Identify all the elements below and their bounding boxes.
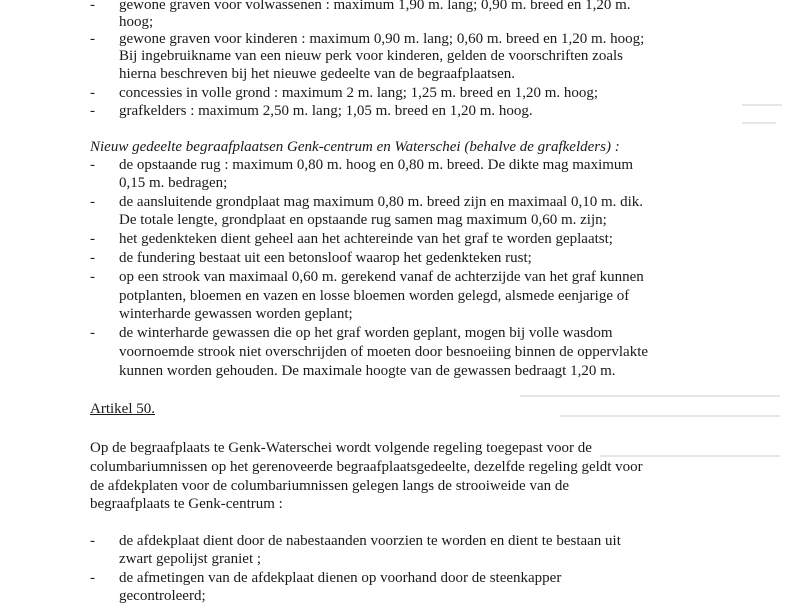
show-through-mark: [520, 395, 780, 397]
list-item-line: gecontroleerd;: [119, 588, 206, 604]
list-item-line: Bij ingebruikname van een nieuw perk voor kinderen, gelden de voorschriften zoals: [119, 48, 624, 64]
list-bullet: -: [90, 269, 95, 285]
list-item-line: de opstaande rug : maximum 0,80 m. hoog en 0,80 m. breed. De dikte mag maximum: [119, 157, 634, 173]
list-item-line: concessies in volle grond : maximum 2 m. lang; 1,25 m. breed en 1,20 m. hoog;: [119, 85, 599, 101]
paragraph-line: columbariumnissen op het gerenoveerde begraafplaatsgedeelte, dezelfde regeling geldt voor: [90, 459, 643, 475]
list-item-line: 0,15 m. bedragen;: [119, 175, 228, 191]
list-bullet: -: [90, 194, 95, 210]
list-item-line: potplanten, bloemen en vazen en losse bloemen worden gelegd, alsmede eenjarige of: [119, 288, 630, 304]
show-through-mark: [742, 104, 782, 106]
list-bullet: -: [90, 157, 95, 173]
list-item-line: winterharde gewassen worden geplant;: [119, 306, 353, 322]
list-item-line: de afdekplaat dient door de nabestaanden voorzien te worden en dient te bestaan uit: [119, 533, 621, 549]
paragraph-line: de afdekplaten voor de columbariumnissen gelegen langs de strooiweide van de: [90, 478, 570, 494]
list-bullet: -: [90, 533, 95, 549]
article-title: Artikel 50.: [90, 401, 155, 417]
show-through-mark: [560, 415, 780, 417]
list-item-line: op een strook van maximaal 0,60 m. gerekend vanaf de achterzijde van het graf kunnen: [119, 269, 644, 285]
list-item-line: hoog;: [119, 14, 154, 30]
list-item-line: het gedenkteken dient geheel aan het achtereinde van het graf te worden geplaatst;: [119, 231, 613, 247]
list-item-line: De totale lengte, grondplaat en opstaande rug samen mag maximum 0,60 m. zijn;: [119, 212, 607, 228]
list-bullet: -: [90, 0, 95, 13]
show-through-mark: [600, 455, 780, 457]
list-bullet: -: [90, 31, 95, 47]
list-item-line: de afmetingen van de afdekplaat dienen op voorhand door de steenkapper: [119, 570, 562, 586]
list-item-line: hierna beschreven bij het nieuwe gedeelte van de begraafplaatsen.: [119, 66, 516, 82]
list-item-line: kunnen worden gehouden. De maximale hoogte van de gewassen bedraagt 1,20 m.: [119, 363, 616, 379]
list-bullet: -: [90, 85, 95, 101]
list-item-line: voornoemde strook niet overschrijden of moeten door besnoeiing binnen de oppervlakte: [119, 344, 649, 360]
list-bullet: -: [90, 570, 95, 586]
list-item-line: zwart gepolijst graniet ;: [119, 551, 262, 567]
paragraph-line: begraafplaats te Genk-centrum :: [90, 496, 283, 512]
list-item-line: gewone graven voor kinderen : maximum 0,90 m. lang; 0,60 m. breed en 1,20 m. hoog;: [119, 31, 645, 47]
list-item-line: de winterharde gewassen die op het graf worden geplant, mogen bij volle wasdom: [119, 325, 613, 341]
list-item-line: de aansluitende grondplaat mag maximum 0,80 m. breed zijn en maximaal 0,10 m. dik.: [119, 194, 644, 210]
list-item-line: de fundering bestaat uit een betonsloof waarop het gedenkteken rust;: [119, 250, 532, 266]
show-through-mark: [742, 122, 776, 124]
paragraph-line: Op de begraafplaats te Genk-Waterschei wordt volgende regeling toegepast voor de: [90, 440, 592, 456]
section-heading: Nieuw gedeelte begraafplaatsen Genk-centrum en Waterschei (behalve de grafkelders) :: [90, 139, 620, 155]
list-bullet: -: [90, 250, 95, 266]
list-item-line: gewone graven voor volwassenen : maximum 1,90 m. lang; 0,90 m. breed en 1,20 m.: [119, 0, 631, 13]
list-item-line: grafkelders : maximum 2,50 m. lang; 1,05 m. breed en 1,20 m. hoog.: [119, 103, 533, 119]
list-bullet: -: [90, 231, 95, 247]
list-bullet: -: [90, 103, 95, 119]
list-bullet: -: [90, 325, 95, 341]
